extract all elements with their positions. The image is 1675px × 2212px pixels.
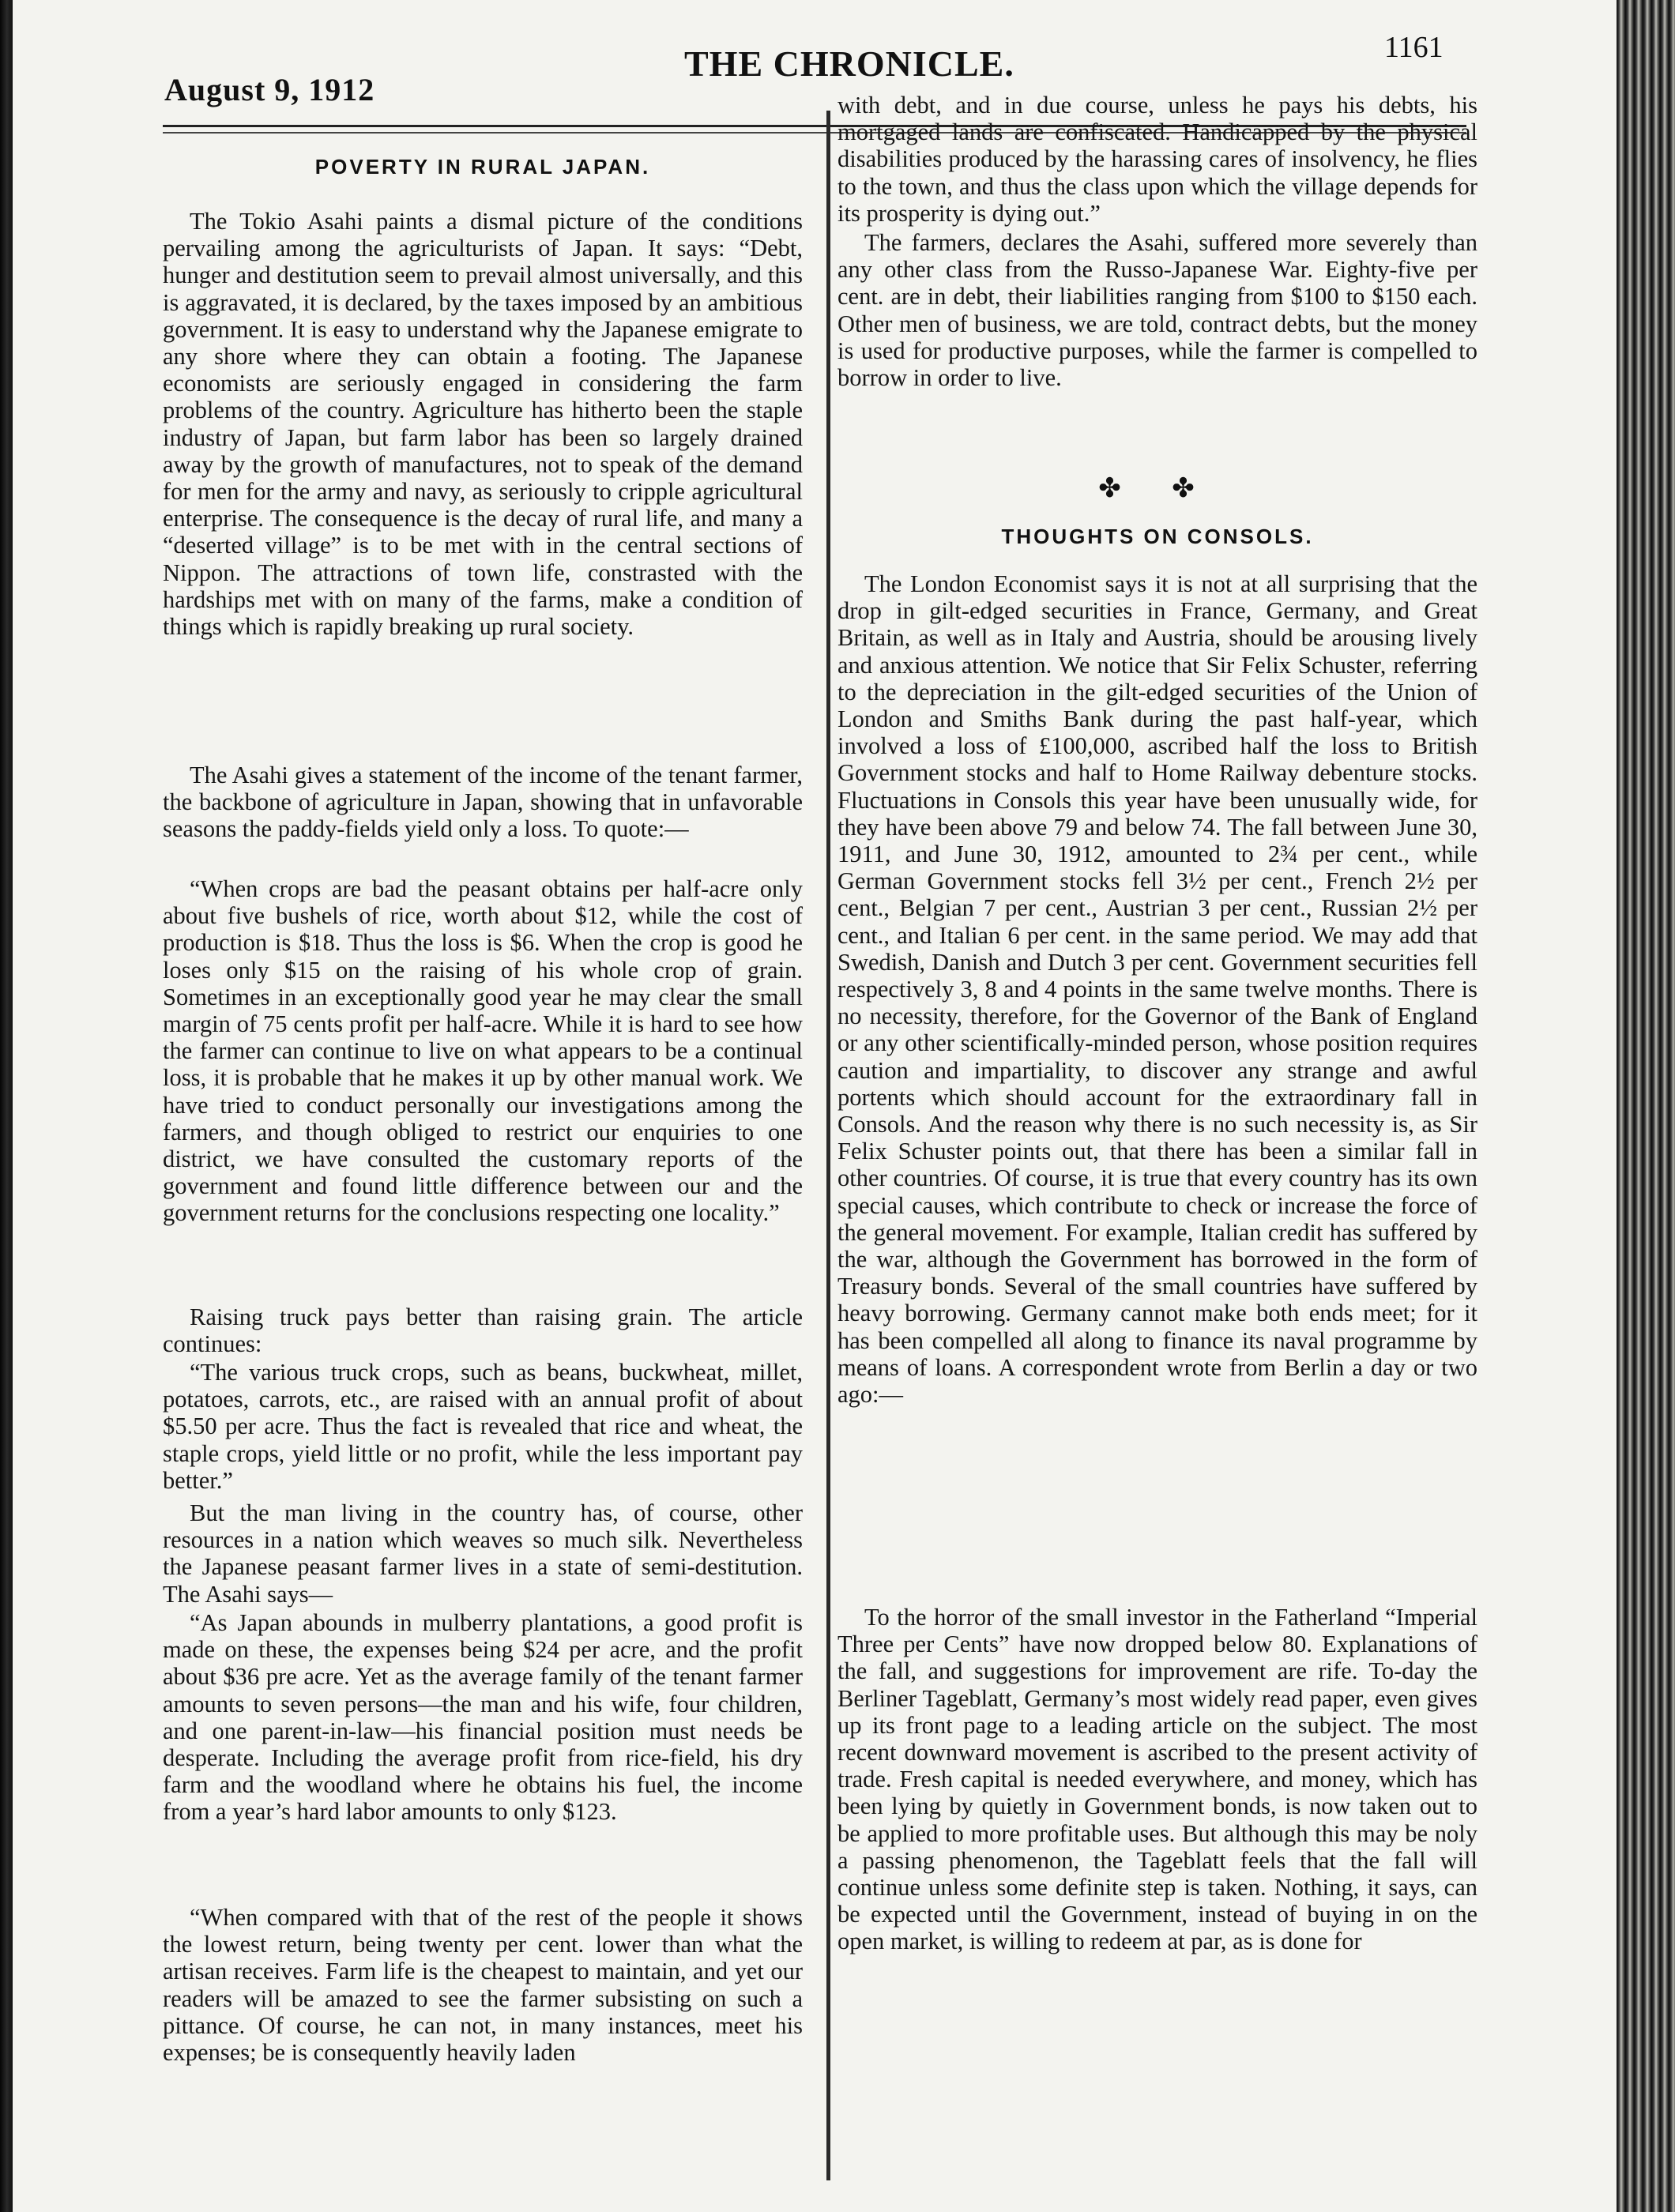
header-title: THE CHRONICLE. <box>684 43 1014 84</box>
article-paragraph: with debt, and in due course, unless he pays his debts, his mortgaged lands are confiscated. Handicapped by the physical disabilities produced by the harassing cares of insolvency, he flies to the town, and thus the class upon which the village depends for its prosperity is dying out.” <box>838 92 1477 227</box>
page-number: 1161 <box>1384 31 1444 64</box>
article-paragraph: “As Japan abounds in mulberry plantations, a good profit is made on these, the expenses being $24 per acre, and the profit about $36 pre acre. Yet as the average family of the tenant farmer amounts to seven persons—the man and his wife, four children, and one parent-in-law—his financial position must needs be desperate. Including the average profit from rice-field, his dry farm and the woodland where he obtains his fuel, the income from a year’s hard labor amounts to only $123. <box>163 1609 803 1826</box>
article-paragraph: The Asahi gives a statement of the income of the tenant farmer, the backbone of agriculture in Japan, showing that in unfavorable seasons the paddy-fields yield only a loss. To quote:— <box>163 762 803 843</box>
article-paragraph: “When crops are bad the peasant obtains per half-acre only about five bushels of rice, worth about $12, while the cost of production is $18. Thus the loss is $6. When the crop is good he loses only $15 on the raising of his whole crop of grain. Sometimes in an exceptionally good year he may clear the small margin of 75 cents profit per half-acre. While it is hard to see how the farmer can continue to live on what appears to be a continual loss, it is probable that he makes it up by other manual work. We have tried to conduct personally our investigations among the farmers, and though obliged to restrict our enquiries to one district, we have consulted the customary reports of the government and found little difference between our and the government returns for the conclusions respecting one locality.” <box>163 875 803 1227</box>
right-column <box>838 0 1477 2212</box>
page-stack-edge <box>1617 0 1675 2212</box>
header-date: August 9, 1912 <box>164 72 375 107</box>
section-ornament: ✤ ✤ <box>1098 474 1217 503</box>
article-heading-consols: THOUGHTS ON CONSOLS. <box>1001 525 1314 548</box>
article-paragraph: “The various truck crops, such as beans, buckwheat, millet, potatoes, carrots, etc., are raised with an annual profit of about $5.50 per acre. Thus the fact is revealed that rice and wheat, the staple crops, yield little or no profit, while the less important pay better.” <box>163 1359 803 1494</box>
book-binding-left <box>0 0 13 2212</box>
article-heading-poverty: POVERTY IN RURAL JAPAN. <box>314 155 651 179</box>
article-paragraph: The London Economist says it is not at all surprising that the drop in gilt-edged securities in France, Germany, and Great Britain, as well as in Italy and Austria, should be arousing lively and anxious attention. We notice that Sir Felix Schuster, referring to the depreciation in the gilt-edged securities of the Union of London and Smiths Bank during the past half-year, which involved a loss of £100,000, ascribed half the loss to British Government stocks and half to Home Railway debenture stocks. Fluctuations in Consols this year have been unusually wide, for they have been above 79 and below 74. The fall between June 30, 1911, and June 30, 1912, amounted to 2¾ per cent., while German Government stocks fell 3½ per cent., French 2½ per cent., Belgian 7 per cent., Austrian 3 per cent., Russian 2½ per cent., and Italian 6 per cent. in the same period. We may add that Swedish, Danish and Dutch 3 per cent. Government securities fell respectively 3, 8 and 4 points in the same twelve months. There is no necessity, therefore, for the Governor of the Bank of England or any other scientifically-minded person, whose position requires caution and impartiality, to discover any strange and awful portents which should account for the extraordinary fall in Consols. And the reason why there is no such necessity is, as Sir Felix Schuster points out, that there has been a similar fall in other countries. Of course, it is true that every country has its own special causes, which contribute to check or increase the force of the general movement. For example, Italian credit has suffered by the war, although the Government has borrowed in the form of Treasury bonds. Several of the small countries have suffered by heavy borrowing. Germany cannot make both ends meet; for it has been compelled all along to finance its naval programme by means of loans. A correspondent wrote from Berlin a day or two ago:— <box>838 570 1477 1409</box>
article-paragraph: The farmers, declares the Asahi, suffered more severely than any other class from the Russo-Japanese War. Eighty-five per cent. are in debt, their liabilities ranging from $100 to $150 each. Other men of business, we are told, contract debts, but the money is used for productive purposes, while the farmer is compelled to borrow in order to live. <box>838 229 1477 392</box>
article-paragraph: To the horror of the small investor in the Fatherland “Imperial Three per Cents” have now dropped below 80. Explanations of the fall, and suggestions for improvement are rife. To-day the Berliner Tageblatt, Germany’s most widely read paper, even gives up its front page to a leading article on the subject. The most recent downward movement is ascribed to the present activity of trade. Fresh capital is needed everywhere, and money, which has been lying by quietly in Government bonds, is now taken out to be applied to more profitable uses. But although this may be noly a passing phenomenon, the Tageblatt feels that the fall will continue unless some definite step is taken. Nothing, it says, can be expected until the Government, instead of buying in on the open market, is willing to redeem at par, as is done for <box>838 1604 1477 1955</box>
article-paragraph: “When compared with that of the rest of the people it shows the lowest return, being twenty per cent. lower than what the artisan receives. Farm life is the cheapest to maintain, and yet our readers will be amazed to see the farmer subsisting on such a pittance. Of course, he can not, in many instances, meet his expenses; be is consequently heavily laden <box>163 1904 803 2067</box>
article-paragraph: The Tokio Asahi paints a dismal picture of the conditions pervailing among the agriculturists of Japan. It says: “Debt, hunger and destitution seem to prevail almost universally, and this is aggravated, it is declared, by the taxes imposed by an ambitious government. It is easy to understand why the Japanese emigrate to any shore where they can obtain a footing. The Japanese economists are seriously engaged in considering the farm problems of the country. Agriculture has hitherto been the staple industry of Japan, but farm labor has been so largely drained away by the growth of manufactures, not to speak of the demand for men for the army and navy, as seriously to cripple agricultural enterprise. The consequence is the decay of rural life, and many a “deserted village” is to be met with in the central sections of Nippon. The attractions of town life, constrasted with the hardships met with on many of the farms, make a condition of things which is rapidly breaking up rural society. <box>163 208 803 641</box>
article-paragraph: But the man living in the country has, of course, other resources in a nation which weaves so much silk. Nevertheless the Japanese peasant farmer lives in a state of semi-destitution. The Asahi says— <box>163 1499 803 1608</box>
column-divider <box>826 111 830 2180</box>
article-paragraph: Raising truck pays better than raising grain. The article continues: <box>163 1304 803 1358</box>
left-column <box>163 0 803 2212</box>
newspaper-page <box>13 0 1617 2212</box>
